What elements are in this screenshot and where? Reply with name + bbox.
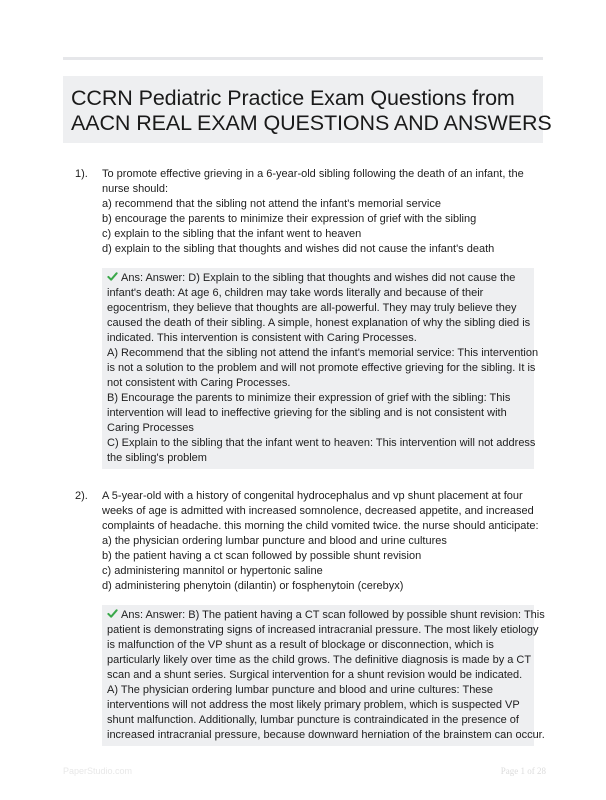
document-title-line-1: CCRN Pediatric Practice Exam Questions from	[71, 86, 515, 110]
question-stem-line: A 5-year-old with a history of congenital hydrocephalus and vp shunt placement at four	[102, 490, 523, 502]
answer-line: caused the death of their sibling. A simple, honest explanation of why the sibling died is	[107, 317, 531, 329]
header-rule	[63, 57, 543, 60]
answer-line: is not a solution to the problem and will not promote effective grieving for the sibling. It is	[107, 362, 536, 374]
answer-line: is malfunction of the VP shunt as a result of blockage or disconnection, which is	[107, 639, 494, 651]
answer-line: particularly likely over time as the child grows. The definitive diagnosis is made by a CT	[107, 654, 532, 666]
answer-line: A) Recommend that the sibling not attend the infant's memorial service: This intervention	[107, 347, 539, 359]
option-c: c) explain to the sibling that the infant went to heaven	[102, 228, 362, 240]
option-d: d) explain to the sibling that thoughts and wishes did not cause the infant's death	[102, 243, 495, 255]
option-d: d) administering phenytoin (dilantin) or fosphenytoin (cerebyx)	[102, 580, 404, 592]
answer-line: indicated. This intervention is consistent with Caring Processes.	[107, 332, 417, 344]
option-c: c) administering mannitol or hypertonic saline	[102, 565, 323, 577]
answer-line: patient is demonstrating signs of increased intracranial pressure. The most likely etiology	[107, 624, 539, 636]
question-number: 2).	[75, 490, 88, 502]
answer-box	[102, 268, 539, 469]
answer-line: intervention will lead to ineffective grieving for the sibling and is not consistent with	[107, 407, 507, 419]
question-stem-line: complaints of headache. this morning the child vomited twice. the nurse should anticipate:	[102, 520, 539, 532]
answer-line: egocentrism, they believe that thoughts are all-powerful. They may truly believe they	[107, 302, 517, 314]
page-number: Page 1 of 28	[500, 766, 546, 776]
answer-line: A) The physician ordering lumbar puncture and blood and urine cultures: These	[107, 684, 494, 696]
question-stem-line: To promote effective grieving in a 6-year-old sibling following the death of an infant, the	[102, 168, 524, 180]
answer-line: Caring Processes	[107, 422, 194, 434]
answer-box	[102, 605, 545, 746]
question-body	[102, 167, 540, 257]
footer-watermark: PaperStudio.com	[63, 766, 133, 776]
question-body	[102, 489, 540, 594]
question-number: 1).	[75, 168, 88, 180]
answer-text: Ans: Answer: B) The patient having a CT scan followed by possible shunt revision: This	[121, 609, 545, 621]
question-stem-line: weeks of age is admitted with increased somnolence, decreased appetite, and increased	[102, 505, 534, 517]
check-icon	[107, 608, 118, 619]
answer-first-line	[107, 271, 529, 286]
answer-line: C) Explain to the sibling that the infant went to heaven: This intervention will not address	[107, 437, 536, 449]
option-a: a) the physician ordering lumbar puncture and blood and urine cultures	[102, 535, 447, 547]
answer-text: Ans: Answer: D) Explain to the sibling that thoughts and wishes did not cause the	[121, 272, 516, 284]
option-b: b) encourage the parents to minimize their expression of grief with the sibling	[102, 213, 477, 225]
answer-line: scan and a shunt series. Surgical intervention for a shunt revision would be indicated.	[107, 669, 523, 681]
check-icon	[107, 271, 118, 282]
answer-line: the sibling's problem	[107, 452, 207, 464]
answer-first-line	[107, 608, 545, 623]
answer-line: not consistent with Caring Processes.	[107, 377, 291, 389]
answer-line: interventions will not address the most likely primary problem, which is suspected VP	[107, 699, 520, 711]
question-stem-line: nurse should:	[102, 183, 169, 195]
option-b: b) the patient having a ct scan followed by possible shunt revision	[102, 550, 422, 562]
answer-line: infant's death: At age 6, children may take words literally and because of their	[107, 287, 484, 299]
option-a: a) recommend that the sibling not attend the infant's memorial service	[102, 198, 441, 210]
document-title-box	[63, 76, 552, 143]
answer-line: increased intracranial pressure, because downward herniation of the brainstem can occur.	[107, 729, 545, 741]
answer-line: shunt malfunction. Additionally, lumbar puncture is contraindicated in the presence of	[107, 714, 519, 726]
document-title-line-2: AACN REAL EXAM QUESTIONS AND ANSWERS	[71, 111, 552, 135]
answer-line: B) Encourage the parents to minimize their expression of grief with the sibling: This	[107, 392, 511, 404]
